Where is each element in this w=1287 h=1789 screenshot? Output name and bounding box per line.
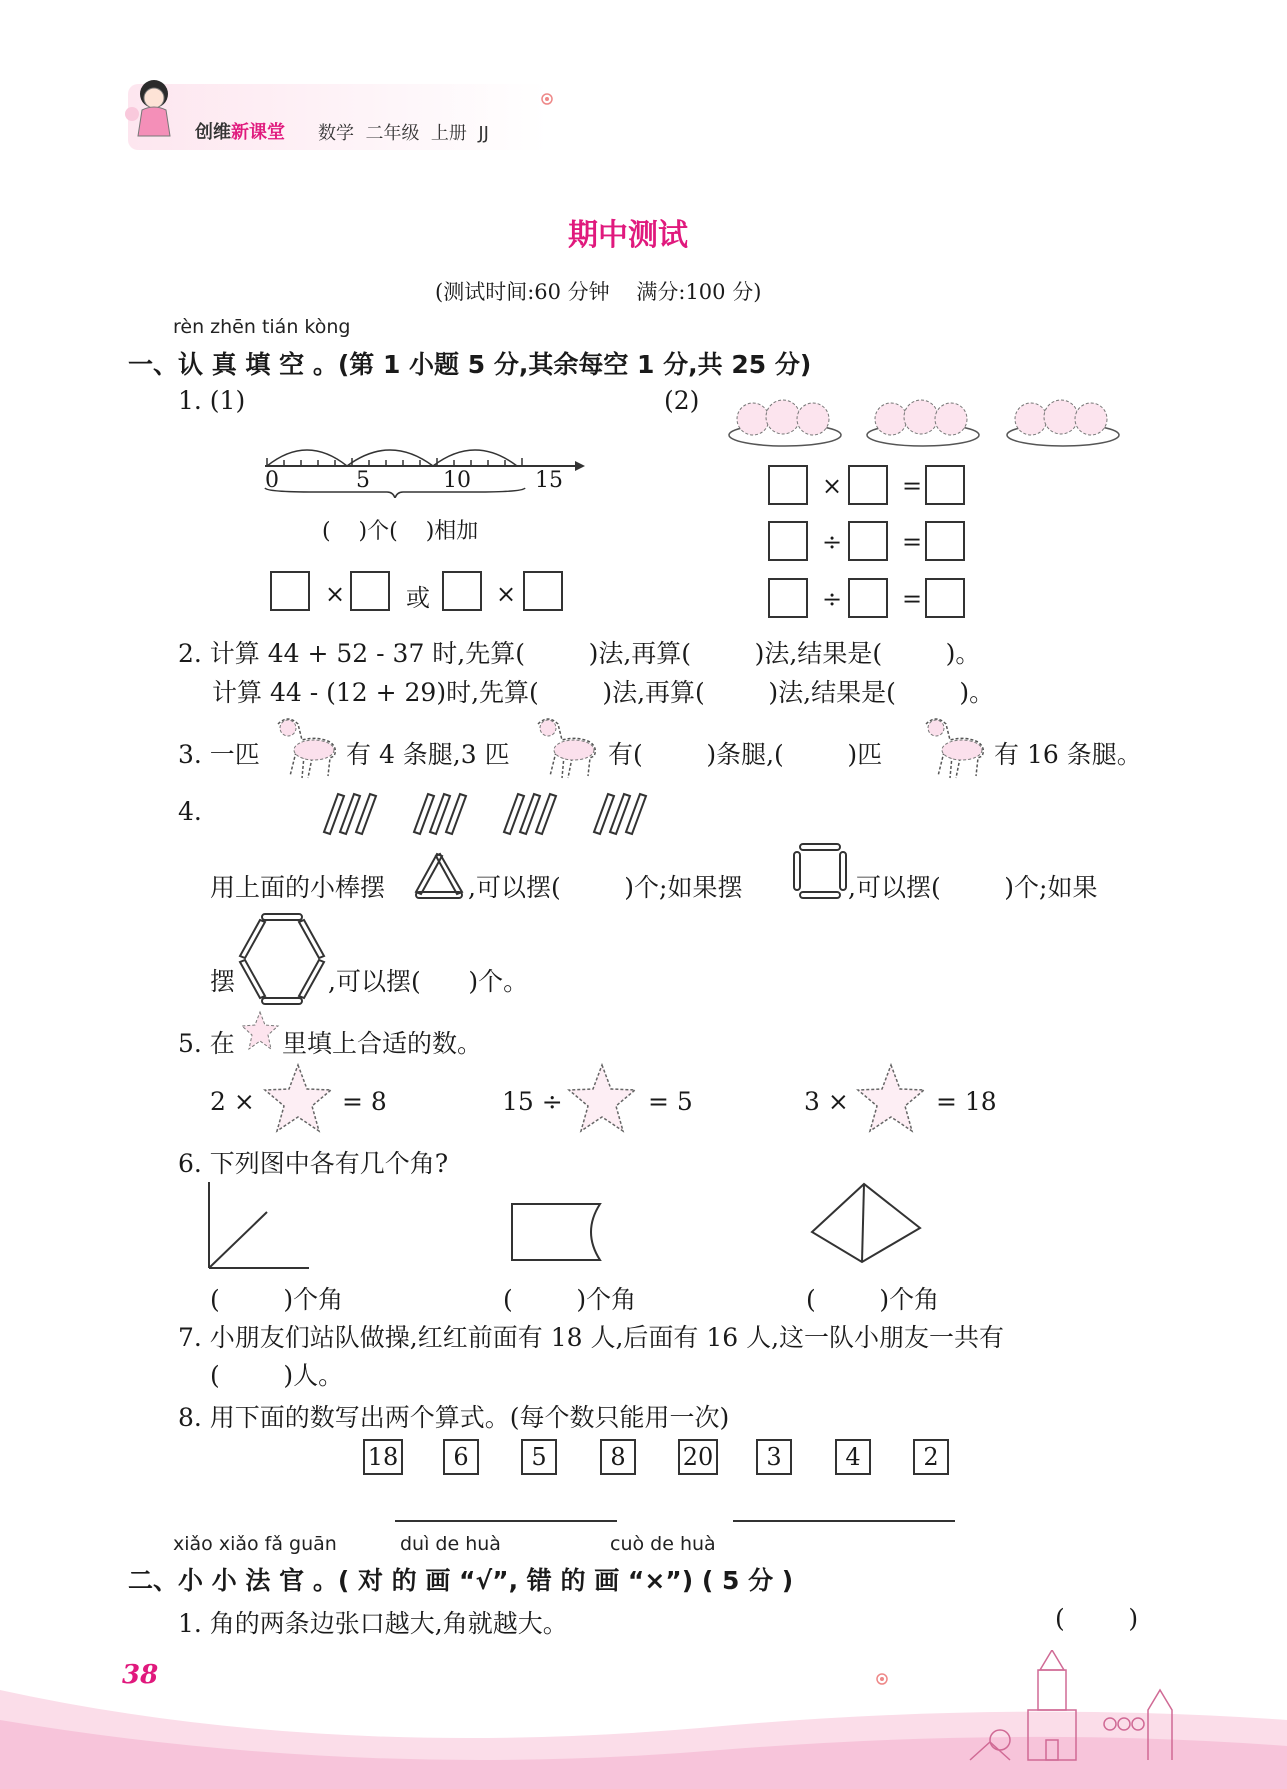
q5-eq2-a: 15 ÷ bbox=[502, 1087, 563, 1116]
star-answer-icon[interactable] bbox=[566, 1062, 638, 1134]
q4-line1-a: 用上面的小棒摆 bbox=[210, 873, 386, 902]
pony-icon bbox=[916, 712, 992, 782]
equals-sign: = bbox=[902, 585, 923, 613]
times-sign: × bbox=[325, 580, 346, 608]
number-card: 6 bbox=[443, 1439, 479, 1475]
flower-icon bbox=[870, 1668, 894, 1690]
q2-line-1: 2. 计算 44 + 52 - 37 时,先算( )法,再算( )法,结果是( )。 bbox=[178, 639, 981, 668]
q5-eq1-a: 2 × bbox=[210, 1087, 255, 1116]
star-answer-icon[interactable] bbox=[262, 1062, 334, 1134]
answer-box[interactable] bbox=[350, 571, 390, 611]
q1-label-2: (2) bbox=[664, 386, 700, 415]
section2-pinyin-3: cuò de huà bbox=[610, 1533, 716, 1555]
q4-label: 4. bbox=[178, 797, 202, 826]
section1-pinyin: rèn zhēn tián kòng bbox=[173, 316, 351, 338]
flower-icon bbox=[535, 88, 559, 110]
q5-eq2-b: = 5 bbox=[648, 1087, 693, 1116]
q4-line1-b: ,可以摆( )个;如果摆 bbox=[468, 873, 743, 902]
q4-line2-b: ,可以摆( )个。 bbox=[328, 967, 529, 996]
tick-15: 15 bbox=[535, 468, 563, 493]
number-card: 18 bbox=[363, 1439, 403, 1475]
tick-5: 5 bbox=[356, 468, 370, 493]
answer-box[interactable] bbox=[270, 571, 310, 611]
brand bbox=[195, 118, 285, 144]
tick-10: 10 bbox=[443, 468, 471, 493]
answer-box[interactable] bbox=[523, 571, 563, 611]
q6-answer-2: ( )个角 bbox=[503, 1285, 637, 1314]
q3-part-4: 有 16 条腿。 bbox=[994, 740, 1142, 769]
q5-eq3-a: 3 × bbox=[804, 1087, 849, 1116]
answer-box[interactable] bbox=[925, 578, 965, 618]
answer-line-2[interactable] bbox=[733, 1520, 955, 1522]
q4-line2-a: 摆 bbox=[210, 967, 236, 996]
q8-label: 8. 用下面的数写出两个算式。(每个数只能用一次) bbox=[178, 1403, 730, 1432]
q6-label: 6. 下列图中各有几个角? bbox=[178, 1149, 449, 1178]
section2-q1-blank[interactable]: ( ) bbox=[1055, 1604, 1139, 1633]
angle-figure-3 bbox=[808, 1180, 924, 1266]
stick-hexagon-icon bbox=[236, 912, 328, 1006]
number-card: 4 bbox=[835, 1439, 871, 1475]
q5-eq1-b: = 8 bbox=[342, 1087, 387, 1116]
q6-answer-1: ( )个角 bbox=[210, 1285, 344, 1314]
divide-sign: ÷ bbox=[822, 585, 843, 613]
q1-label-1: 1. (1) bbox=[178, 386, 246, 415]
answer-box[interactable] bbox=[848, 465, 888, 505]
page-title: 期中测试 bbox=[568, 218, 688, 253]
brand-accent: 新课堂 bbox=[231, 122, 285, 143]
answer-box[interactable] bbox=[848, 578, 888, 618]
test-info: (测试时间:60 分钟 满分:100 分) bbox=[435, 280, 762, 304]
times-sign: × bbox=[822, 472, 843, 500]
angle-figure-1 bbox=[205, 1180, 311, 1272]
q7-line-1: 7. 小朋友们站队做操,红红前面有 18 人,后面有 16 人,这一队小朋友一共有 bbox=[178, 1323, 1005, 1352]
q5-eq3-b: = 18 bbox=[936, 1087, 997, 1116]
q2-line-2: 计算 44 - (12 + 29)时,先算( )法,再算( )法,结果是( )。 bbox=[212, 678, 995, 707]
equals-sign: = bbox=[902, 528, 923, 556]
answer-box[interactable] bbox=[925, 465, 965, 505]
peach-plate-icon bbox=[1003, 393, 1123, 449]
section1-heading: 一、认 真 填 空 。(第 1 小题 5 分,其余每空 1 分,共 25 分) bbox=[128, 350, 812, 379]
section2-pinyin-2: duì de huà bbox=[400, 1533, 501, 1555]
answer-box[interactable] bbox=[768, 465, 808, 505]
q4-line1-c: ,可以摆( )个;如果 bbox=[848, 873, 1098, 902]
q6-answer-3: ( )个角 bbox=[806, 1285, 940, 1314]
answer-box[interactable] bbox=[442, 571, 482, 611]
number-card: 20 bbox=[678, 1439, 718, 1475]
star-answer-icon[interactable] bbox=[855, 1062, 927, 1134]
answer-box[interactable] bbox=[848, 521, 888, 561]
number-card: 2 bbox=[913, 1439, 949, 1475]
q3-part-3: 有( )条腿,( )匹 bbox=[608, 740, 883, 769]
number-card: 8 bbox=[600, 1439, 636, 1475]
castle-decoration-icon bbox=[960, 1650, 1190, 1770]
stick-groups-icon bbox=[318, 788, 668, 838]
answer-box[interactable] bbox=[768, 521, 808, 561]
angle-figure-2 bbox=[508, 1200, 608, 1264]
girl-mascot-icon bbox=[120, 74, 184, 146]
pony-icon bbox=[268, 712, 344, 782]
answer-line-1[interactable] bbox=[395, 1520, 617, 1522]
header-subtitle: 数学 二年级 上册 JJ bbox=[318, 123, 489, 144]
page-number: 38 bbox=[122, 1660, 159, 1690]
peach-plate-icon bbox=[863, 393, 983, 449]
q3-part-1: 3. 一匹 bbox=[178, 740, 260, 769]
peach-plate-icon bbox=[725, 393, 845, 449]
pony-icon bbox=[528, 712, 604, 782]
section2-heading: 二、小 小 法 官 。( 对 的 画 “√”, 错 的 画 “×”) ( 5 分 ) bbox=[128, 1566, 794, 1595]
section2-pinyin-1: xiǎo xiǎo fǎ guān bbox=[173, 1533, 337, 1555]
equals-sign: = bbox=[902, 472, 923, 500]
tick-0: 0 bbox=[265, 468, 279, 493]
number-card: 3 bbox=[756, 1439, 792, 1475]
answer-box[interactable] bbox=[925, 521, 965, 561]
q5-label-end: 里填上合适的数。 bbox=[282, 1029, 483, 1058]
stick-square-icon bbox=[792, 842, 848, 900]
q3-part-2: 有 4 条腿,3 匹 bbox=[346, 740, 510, 769]
number-card: 5 bbox=[521, 1439, 557, 1475]
answer-box[interactable] bbox=[768, 578, 808, 618]
stick-triangle-icon bbox=[410, 848, 468, 900]
section2-q1: 1. 角的两条边张口越大,角就越大。 bbox=[178, 1609, 568, 1638]
or-text: 或 bbox=[406, 584, 430, 612]
brand-prefix: 创维 bbox=[195, 122, 231, 143]
q1-caption: ( )个( )相加 bbox=[322, 519, 479, 544]
star-icon bbox=[240, 1010, 280, 1052]
q5-label: 5. 在 bbox=[178, 1029, 235, 1058]
times-sign: × bbox=[496, 580, 517, 608]
q7-line-2: ( )人。 bbox=[210, 1361, 344, 1390]
divide-sign: ÷ bbox=[822, 528, 843, 556]
